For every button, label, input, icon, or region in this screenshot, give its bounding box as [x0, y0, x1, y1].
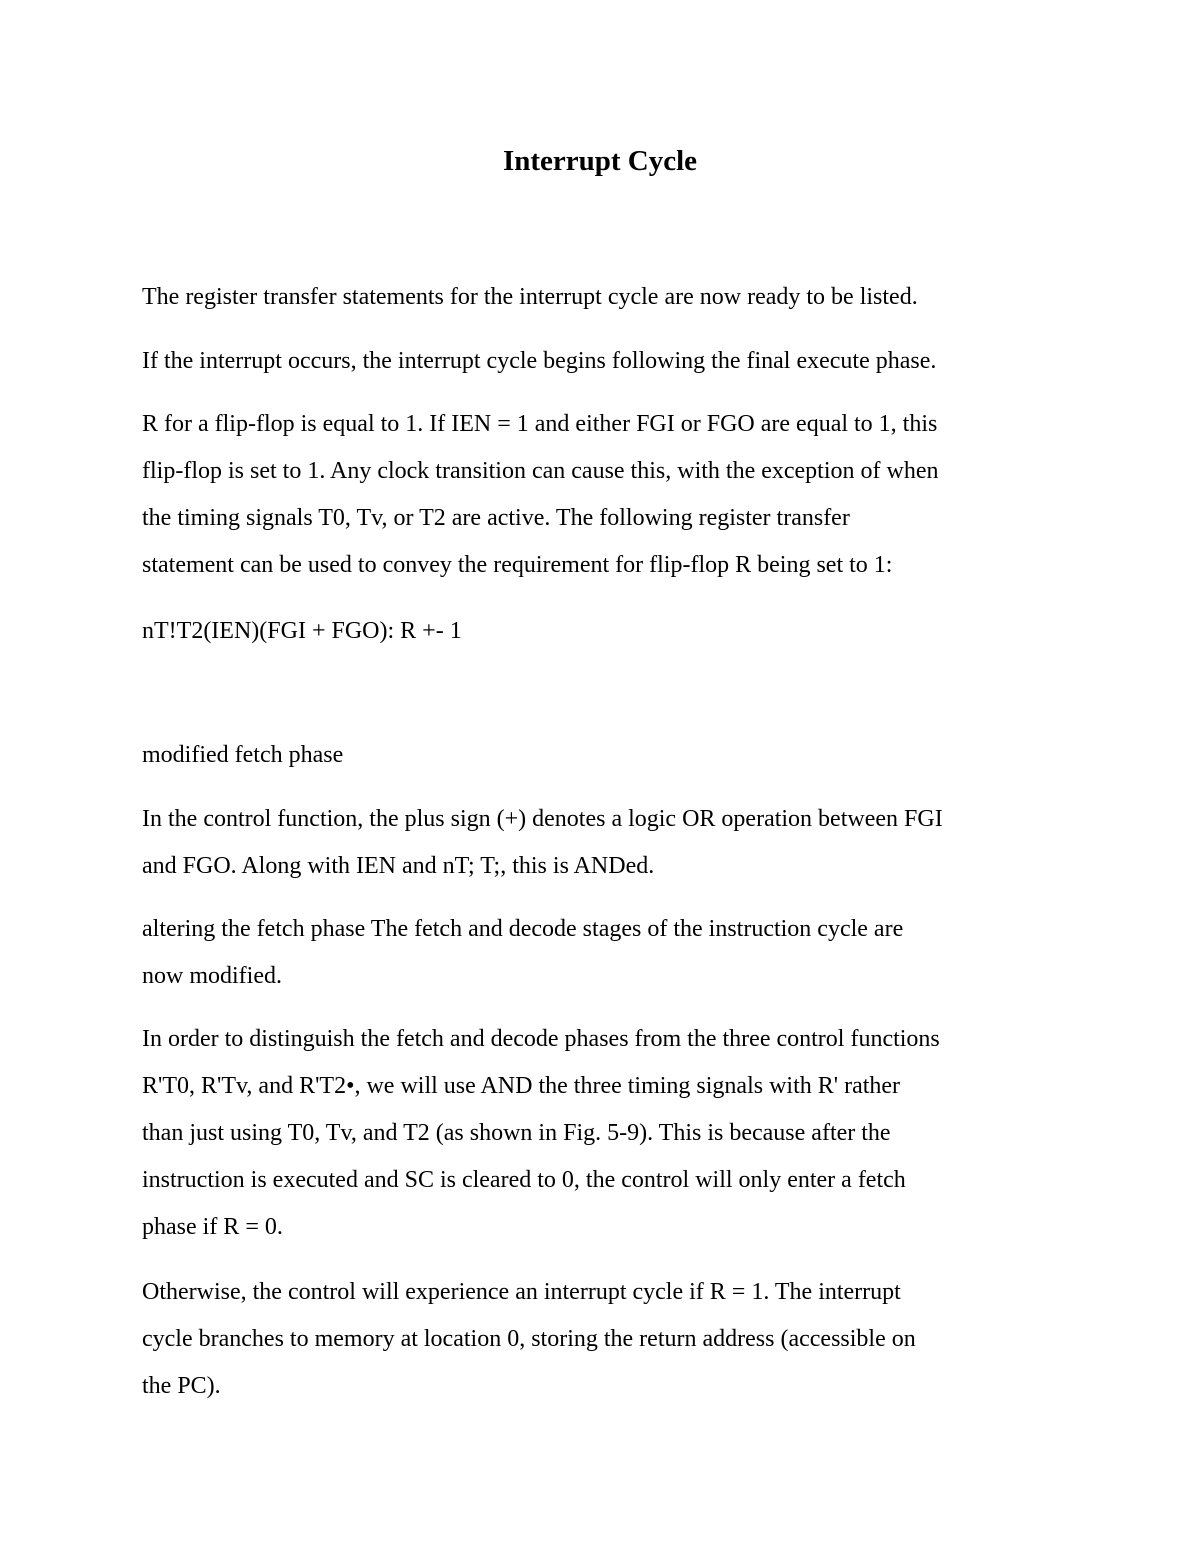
text-line: If the interrupt occurs, the interrupt cycle begins following the final execute phase. — [142, 348, 937, 374]
paragraph-distinguish — [142, 1016, 1072, 1251]
text-line: than just using T0, Tv, and T2 (as shown in Fig. 5-9). This is because after the — [142, 1120, 891, 1146]
text-line: cycle branches to memory at location 0, storing the return address (accessible on — [142, 1326, 916, 1352]
paragraph-flip-flop-r — [142, 401, 1072, 589]
paragraph-control-function — [142, 796, 1072, 890]
text-line: R for a flip-flop is equal to 1. If IEN = 1 and either FGI or FGO are equal to 1, this — [142, 411, 938, 437]
text-line: statement can be used to convey the requirement for flip-flop R being set to 1: — [142, 552, 893, 578]
text-line: the PC). — [142, 1373, 221, 1399]
paragraph-intro — [142, 274, 1072, 321]
text-line: the timing signals T0, Tv, or T2 are active. The following register transfer — [142, 505, 850, 531]
text-line: The register transfer statements for the interrupt cycle are now ready to be listed. — [142, 284, 918, 310]
text-line: In the control function, the plus sign (+) denotes a logic OR operation between FGI — [142, 806, 943, 832]
text-line: and FGO. Along with IEN and nT; T;, this is ANDed. — [142, 853, 655, 879]
text-line: Otherwise, the control will experience an interrupt cycle if R = 1. The interrupt — [142, 1279, 901, 1305]
text-line: phase if R = 0. — [142, 1214, 283, 1240]
text-line: R'T0, R'Tv, and R'T2•, we will use AND the three timing signals with R' rather — [142, 1073, 901, 1099]
paragraph-modified-fetch — [142, 732, 1072, 779]
text-line: instruction is executed and SC is cleared to 0, the control will only enter a fetch — [142, 1167, 906, 1193]
text-line: now modified. — [142, 963, 282, 989]
text-line: altering the fetch phase The fetch and decode stages of the instruction cycle are — [142, 916, 904, 942]
paragraph-altering-fetch — [142, 906, 1072, 1000]
text-line: modified fetch phase — [142, 742, 344, 768]
paragraph-statement — [142, 608, 1072, 655]
paragraph-interrupt-occurs — [142, 338, 1072, 385]
page-title: Interrupt Cycle — [502, 145, 698, 177]
text-line: flip-flop is set to 1. Any clock transition can cause this, with the exception of when — [142, 458, 939, 484]
text-line: In order to distinguish the fetch and decode phases from the three control functions — [142, 1026, 940, 1052]
text-line: nT!T2(IEN)(FGI + FGO): R +- 1 — [142, 618, 462, 644]
paragraph-otherwise — [142, 1269, 1072, 1410]
